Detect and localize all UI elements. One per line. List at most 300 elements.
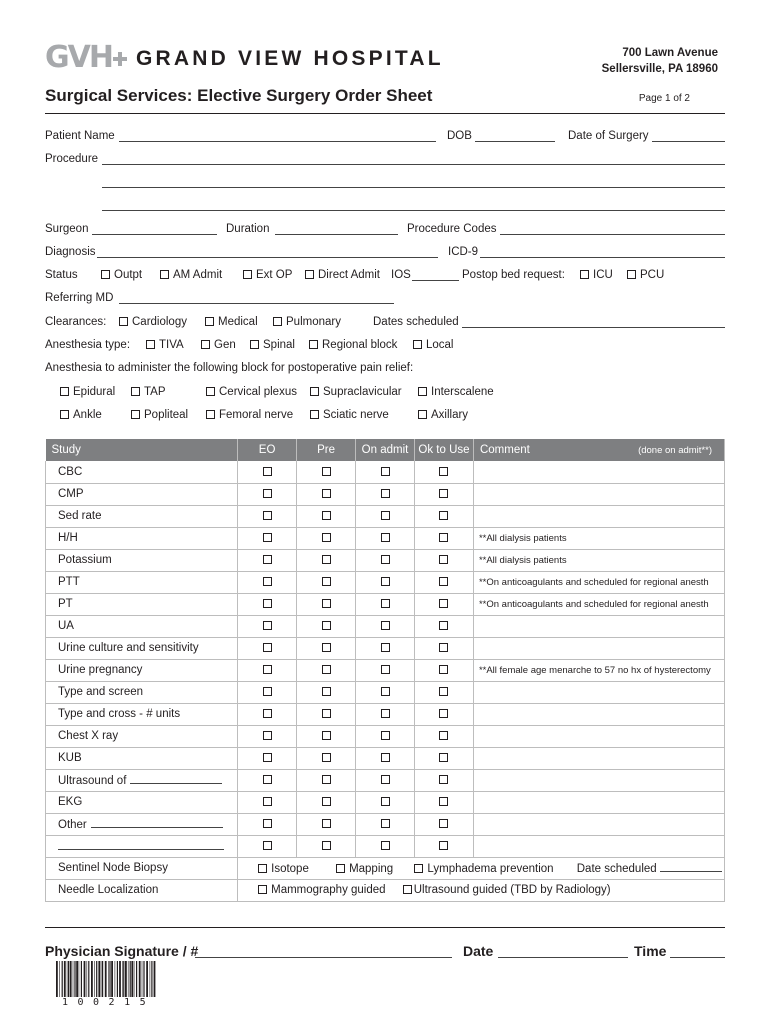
ultrasound-guided-label: Ultrasound guided (TBD by Radiology) <box>413 884 611 896</box>
study-label: Type and screen <box>58 686 144 698</box>
page-number: Page 1 of 2 <box>638 93 690 104</box>
pulmonary-option[interactable] <box>273 316 341 328</box>
study-label: Ultrasound of <box>58 775 127 787</box>
cell-pre <box>297 593 356 615</box>
diagnosis-label: Diagnosis <box>45 246 96 258</box>
checkbox-icon[interactable] <box>250 340 259 349</box>
checkbox-icon[interactable] <box>418 387 427 396</box>
axillary-option[interactable] <box>418 409 468 421</box>
checkbox-icon[interactable] <box>322 511 331 520</box>
mapping-label: Mapping <box>349 863 394 875</box>
cell-ok-to-use <box>415 483 474 505</box>
checkbox-icon[interactable] <box>322 687 331 696</box>
barcode-bar <box>73 961 74 997</box>
status-am-label: AM Admit <box>173 269 223 281</box>
procedure-codes-label: Procedure Codes <box>407 223 497 235</box>
checkbox-icon[interactable] <box>273 317 282 326</box>
table-row <box>46 703 725 725</box>
checkbox-icon[interactable] <box>263 489 272 498</box>
cell-ok-to-use <box>415 571 474 593</box>
cell-ok-to-use <box>415 593 474 615</box>
sciatic-nerve-option[interactable] <box>310 409 389 421</box>
study-name <box>46 703 238 725</box>
checkbox-icon[interactable] <box>381 555 390 564</box>
needle-localization-options <box>238 879 725 901</box>
checkbox-icon[interactable] <box>381 467 390 476</box>
study-label: CBC <box>58 465 83 478</box>
checkbox-icon[interactable] <box>263 819 272 828</box>
ankle-option[interactable] <box>60 409 102 421</box>
cell-on-admit <box>356 703 415 725</box>
barcode-bar <box>125 961 127 997</box>
cell-eo <box>238 725 297 747</box>
dates-scheduled-label: Dates scheduled <box>373 316 459 328</box>
surgeon-label: Surgeon <box>45 223 89 235</box>
checkbox-icon[interactable] <box>160 270 169 279</box>
tiva-option[interactable] <box>146 339 184 351</box>
checkbox-icon[interactable] <box>263 643 272 652</box>
time-label: Time <box>634 943 667 959</box>
comment-cell: **On anticoagulants and scheduled for regional anesth <box>473 571 724 593</box>
address-line-1: 700 Lawn Avenue <box>622 47 718 59</box>
lymphadema-option[interactable] <box>414 863 553 875</box>
cell-pre <box>297 549 356 571</box>
studies-table <box>45 439 725 902</box>
comment-cell: **All female age menarche to 57 no hx of hysterectomy <box>473 659 724 681</box>
table-row <box>46 725 725 747</box>
needle-localization-label: Needle Localization <box>46 879 238 901</box>
address-line-2: Sellersville, PA 18960 <box>601 63 718 75</box>
table-row <box>46 571 725 593</box>
cell-pre <box>297 571 356 593</box>
checkbox-icon[interactable] <box>310 410 319 419</box>
checkbox-icon[interactable] <box>263 621 272 630</box>
mapping-option[interactable] <box>336 863 393 875</box>
signature-date-field[interactable] <box>498 946 628 958</box>
cell-eo <box>238 747 297 769</box>
barcode-number: 100215 <box>62 997 156 1008</box>
checkbox-icon[interactable] <box>322 643 331 652</box>
status-direct-admit-option[interactable] <box>305 269 380 281</box>
cell-on-admit <box>356 747 415 769</box>
checkbox-icon[interactable] <box>263 555 272 564</box>
medical-option[interactable] <box>205 316 258 328</box>
study-name <box>46 505 238 527</box>
procedure-field-line-3[interactable] <box>102 199 725 211</box>
cell-on-admit <box>356 615 415 637</box>
table-row <box>46 637 725 659</box>
cell-pre <box>297 813 356 835</box>
barcode-bar <box>94 961 95 997</box>
checkbox-icon[interactable] <box>322 489 331 498</box>
checkbox-icon[interactable] <box>413 340 422 349</box>
checkbox-icon[interactable] <box>439 555 448 564</box>
comment-cell <box>473 791 724 813</box>
cell-pre <box>297 725 356 747</box>
checkbox-icon[interactable] <box>322 797 331 806</box>
barcode-bar <box>56 961 58 997</box>
cell-on-admit <box>356 505 415 527</box>
study-name <box>46 527 238 549</box>
dob-field[interactable] <box>475 130 555 142</box>
cell-eo <box>238 461 297 483</box>
cell-on-admit <box>356 593 415 615</box>
pulmonary-label: Pulmonary <box>286 316 341 328</box>
checkbox-icon[interactable] <box>381 775 390 784</box>
checkbox-icon[interactable] <box>322 709 331 718</box>
cell-pre <box>297 483 356 505</box>
barcode-bar <box>108 961 109 997</box>
cervical-plexus-option[interactable] <box>206 386 297 398</box>
sentinel-date-field[interactable] <box>660 861 722 872</box>
checkbox-icon[interactable] <box>263 753 272 762</box>
study-write-in-field[interactable] <box>58 839 224 850</box>
mammography-label: Mammography guided <box>271 884 386 896</box>
sciatic-nerve-label: Sciatic nerve <box>323 409 389 421</box>
study-label: PT <box>58 598 73 610</box>
barcode-bar <box>136 961 137 997</box>
study-label: Potassium <box>58 554 112 566</box>
table-row <box>46 769 725 791</box>
checkbox-icon[interactable] <box>381 511 390 520</box>
cell-pre <box>297 615 356 637</box>
checkbox-icon[interactable] <box>322 621 331 630</box>
barcode-bar <box>131 961 133 997</box>
cell-ok-to-use <box>415 461 474 483</box>
checkbox-icon[interactable] <box>381 819 390 828</box>
ultrasound-guided-option[interactable] <box>403 884 611 896</box>
col-ok-to-use: Ok to Use <box>415 439 474 461</box>
table-row <box>46 505 725 527</box>
study-label: H/H <box>58 532 78 544</box>
checkbox-icon[interactable] <box>418 410 427 419</box>
status-direct-label: Direct Admit <box>318 269 380 281</box>
postop-bed-label: Postop bed request: <box>462 269 565 281</box>
checkbox-icon[interactable] <box>60 387 69 396</box>
interscalene-option[interactable] <box>418 386 494 398</box>
epidural-option[interactable] <box>60 386 115 398</box>
cell-on-admit <box>356 835 415 857</box>
barcode-bar <box>88 961 89 997</box>
local-option[interactable] <box>413 339 454 351</box>
checkbox-icon[interactable] <box>322 533 331 542</box>
supraclavicular-label: Supraclavicular <box>323 386 402 398</box>
status-ext-op-option[interactable] <box>243 269 292 281</box>
barcode-bar <box>79 961 80 997</box>
cell-ok-to-use <box>415 747 474 769</box>
checkbox-icon[interactable] <box>381 665 390 674</box>
cell-eo <box>238 483 297 505</box>
isotope-option[interactable] <box>258 863 309 875</box>
checkbox-icon[interactable] <box>119 317 128 326</box>
cell-eo <box>238 527 297 549</box>
checkbox-icon[interactable] <box>263 577 272 586</box>
barcode-bar <box>154 961 156 997</box>
study-label: Urine pregnancy <box>58 664 143 676</box>
cell-eo <box>238 615 297 637</box>
checkbox-icon[interactable] <box>439 731 448 740</box>
table-row <box>46 791 725 813</box>
cell-pre <box>297 681 356 703</box>
study-name <box>46 791 238 813</box>
cell-on-admit <box>356 483 415 505</box>
physician-signature-field[interactable] <box>195 946 452 958</box>
duration-label: Duration <box>226 223 270 235</box>
checkbox-icon[interactable] <box>439 467 448 476</box>
study-label: CMP <box>58 488 84 500</box>
checkbox-icon[interactable] <box>322 731 331 740</box>
checkbox-icon[interactable] <box>381 599 390 608</box>
barcode-bar <box>84 961 86 997</box>
checkbox-icon[interactable] <box>381 797 390 806</box>
page-title: Surgical Services: Elective Surgery Order Sheet <box>45 86 433 105</box>
checkbox-icon[interactable] <box>381 533 390 542</box>
checkbox-icon[interactable] <box>258 885 267 894</box>
study-name <box>46 593 238 615</box>
checkbox-icon[interactable] <box>205 317 214 326</box>
procedure-field[interactable] <box>102 153 725 165</box>
checkbox-icon[interactable] <box>439 797 448 806</box>
checkbox-icon[interactable] <box>414 864 423 873</box>
col-pre: Pre <box>297 439 356 461</box>
ios-field[interactable] <box>412 269 459 281</box>
table-row <box>46 659 725 681</box>
dob-label: DOB <box>447 130 472 142</box>
barcode-bar <box>64 961 66 997</box>
tap-option[interactable] <box>131 386 166 398</box>
regional-block-option[interactable] <box>309 339 397 351</box>
checkbox-icon[interactable] <box>206 387 215 396</box>
comment-header-label: Comment <box>479 444 530 456</box>
checkbox-icon[interactable] <box>439 687 448 696</box>
popliteal-label: Popliteal <box>144 409 189 421</box>
checkbox-icon[interactable] <box>580 270 589 279</box>
procedure-field-line-2[interactable] <box>102 176 725 188</box>
study-write-in-field[interactable] <box>91 817 223 828</box>
local-label: Local <box>426 339 454 351</box>
checkbox-icon[interactable] <box>309 340 318 349</box>
checkbox-icon[interactable] <box>258 864 267 873</box>
header-divider <box>45 113 725 114</box>
checkbox-icon[interactable] <box>131 410 140 419</box>
checkbox-icon[interactable] <box>60 410 69 419</box>
checkbox-icon[interactable] <box>322 599 331 608</box>
barcode-bar <box>76 961 78 997</box>
icd9-field[interactable] <box>480 246 725 258</box>
tiva-label: TIVA <box>159 339 184 351</box>
checkbox-icon[interactable] <box>381 489 390 498</box>
checkbox-icon[interactable] <box>322 841 331 850</box>
checkbox-icon[interactable] <box>439 665 448 674</box>
pcu-option[interactable] <box>627 269 664 281</box>
checkbox-icon[interactable] <box>439 841 448 850</box>
procedure-codes-field[interactable] <box>500 223 725 235</box>
signature-time-field[interactable] <box>670 946 725 958</box>
checkbox-icon[interactable] <box>381 753 390 762</box>
comment-cell: **On anticoagulants and scheduled for regional anesth <box>473 593 724 615</box>
checkbox-icon[interactable] <box>381 731 390 740</box>
checkbox-icon[interactable] <box>336 864 345 873</box>
checkbox-icon[interactable] <box>439 599 448 608</box>
checkbox-icon[interactable] <box>263 709 272 718</box>
checkbox-icon[interactable] <box>322 753 331 762</box>
checkbox-icon[interactable] <box>322 775 331 784</box>
comment-cell <box>473 461 724 483</box>
checkbox-icon[interactable] <box>305 270 314 279</box>
study-label: EKG <box>58 796 83 808</box>
checkbox-icon[interactable] <box>131 387 140 396</box>
checkbox-icon[interactable] <box>381 621 390 630</box>
checkbox-icon[interactable] <box>381 577 390 586</box>
status-outpt-label: Outpt <box>114 269 143 281</box>
physician-signature-label: Physician Signature / # <box>45 943 199 959</box>
popliteal-option[interactable] <box>131 409 188 421</box>
checkbox-icon[interactable] <box>439 511 448 520</box>
checkbox-icon[interactable] <box>439 621 448 630</box>
study-name <box>46 615 238 637</box>
checkbox-icon[interactable] <box>439 577 448 586</box>
checkbox-icon[interactable] <box>381 841 390 850</box>
cell-ok-to-use <box>415 725 474 747</box>
cell-on-admit <box>356 549 415 571</box>
study-name <box>46 549 238 571</box>
barcode-bar <box>68 961 69 997</box>
study-label: UA <box>58 620 74 632</box>
sentinel-node-options <box>238 857 725 879</box>
checkbox-icon[interactable] <box>263 797 272 806</box>
study-label: Urine culture and sensitivity <box>58 642 199 654</box>
procedure-label: Procedure <box>45 153 99 165</box>
mammography-option[interactable] <box>258 884 385 896</box>
gen-option[interactable] <box>201 339 236 351</box>
checkbox-icon[interactable] <box>263 775 272 784</box>
cell-eo <box>238 835 297 857</box>
checkbox-icon[interactable] <box>263 665 272 674</box>
col-eo: EO <box>238 439 297 461</box>
checkbox-icon[interactable] <box>263 687 272 696</box>
barcode-bar <box>111 961 113 997</box>
cell-pre <box>297 505 356 527</box>
checkbox-icon[interactable] <box>381 643 390 652</box>
cell-ok-to-use <box>415 527 474 549</box>
checkbox-icon[interactable] <box>206 410 215 419</box>
date-label: Date <box>463 943 494 959</box>
hospital-address <box>602 45 718 77</box>
checkbox-icon[interactable] <box>322 467 331 476</box>
checkbox-icon[interactable] <box>101 270 110 279</box>
checkbox-icon[interactable] <box>439 775 448 784</box>
cell-eo <box>238 659 297 681</box>
axillary-label: Axillary <box>431 409 469 421</box>
checkbox-icon[interactable] <box>439 533 448 542</box>
cell-ok-to-use <box>415 791 474 813</box>
cell-eo <box>238 681 297 703</box>
duration-field[interactable] <box>275 223 398 235</box>
date-of-surgery-field[interactable] <box>652 130 725 142</box>
checkbox-icon[interactable] <box>263 731 272 740</box>
cell-pre <box>297 527 356 549</box>
patient-name-field[interactable] <box>119 130 436 142</box>
checkbox-icon[interactable] <box>146 340 155 349</box>
checkbox-icon[interactable] <box>263 533 272 542</box>
cell-eo <box>238 505 297 527</box>
checkbox-icon[interactable] <box>627 270 636 279</box>
status-outpt-option[interactable] <box>101 269 142 281</box>
checkbox-icon[interactable] <box>310 387 319 396</box>
spinal-option[interactable] <box>250 339 295 351</box>
checkbox-icon[interactable] <box>263 467 272 476</box>
supraclavicular-option[interactable] <box>310 386 402 398</box>
cell-ok-to-use <box>415 813 474 835</box>
checkbox-icon[interactable] <box>439 643 448 652</box>
cell-eo <box>238 637 297 659</box>
cell-on-admit <box>356 791 415 813</box>
checkbox-icon[interactable] <box>381 687 390 696</box>
study-name <box>46 637 238 659</box>
dates-scheduled-field[interactable] <box>462 316 725 328</box>
checkbox-icon[interactable] <box>243 270 252 279</box>
cell-eo <box>238 703 297 725</box>
checkbox-icon[interactable] <box>263 841 272 850</box>
cell-on-admit <box>356 637 415 659</box>
hospital-name: GRAND VIEW HOSPITAL <box>136 47 444 70</box>
checkbox-icon[interactable] <box>439 819 448 828</box>
checkbox-icon[interactable] <box>263 511 272 520</box>
checkbox-icon[interactable] <box>322 555 331 564</box>
table-row <box>46 549 725 571</box>
barcode-bar <box>62 961 63 997</box>
checkbox-icon[interactable] <box>322 819 331 828</box>
checkbox-icon[interactable] <box>403 885 412 894</box>
cell-eo <box>238 769 297 791</box>
pain-relief-heading: Anesthesia to administer the following block for postoperative pain relief: <box>45 362 414 374</box>
status-am-admit-option[interactable] <box>160 269 222 281</box>
cell-on-admit <box>356 813 415 835</box>
study-label: Type and cross - # units <box>58 708 181 720</box>
study-label: Chest X ray <box>58 730 119 742</box>
barcode-bar <box>70 961 72 997</box>
surgeon-field[interactable] <box>92 223 217 235</box>
study-label: Other <box>58 819 87 831</box>
col-study: Study <box>46 439 238 461</box>
checkbox-icon[interactable] <box>201 340 210 349</box>
checkbox-icon[interactable] <box>263 599 272 608</box>
cell-pre <box>297 703 356 725</box>
checkbox-icon[interactable] <box>439 489 448 498</box>
barcode-bar <box>146 961 148 997</box>
cell-ok-to-use <box>415 549 474 571</box>
checkbox-icon[interactable] <box>381 709 390 718</box>
study-write-in-field[interactable] <box>130 773 222 784</box>
study-name <box>46 725 238 747</box>
icu-option[interactable] <box>580 269 613 281</box>
checkbox-icon[interactable] <box>439 753 448 762</box>
checkbox-icon[interactable] <box>322 665 331 674</box>
barcode-bar <box>102 961 103 997</box>
epidural-label: Epidural <box>73 386 116 398</box>
date-of-surgery-label: Date of Surgery <box>568 130 649 142</box>
comment-cell: **All dialysis patients <box>473 527 724 549</box>
checkbox-icon[interactable] <box>322 577 331 586</box>
barcode-bar <box>122 961 123 997</box>
table-row <box>46 593 725 615</box>
femoral-nerve-option[interactable] <box>206 409 293 421</box>
done-on-admit-note: (done on admit**) <box>638 445 712 456</box>
diagnosis-field[interactable] <box>97 246 438 258</box>
referring-md-field[interactable] <box>119 292 394 304</box>
checkbox-icon[interactable] <box>439 709 448 718</box>
cardiology-option[interactable] <box>119 316 187 328</box>
